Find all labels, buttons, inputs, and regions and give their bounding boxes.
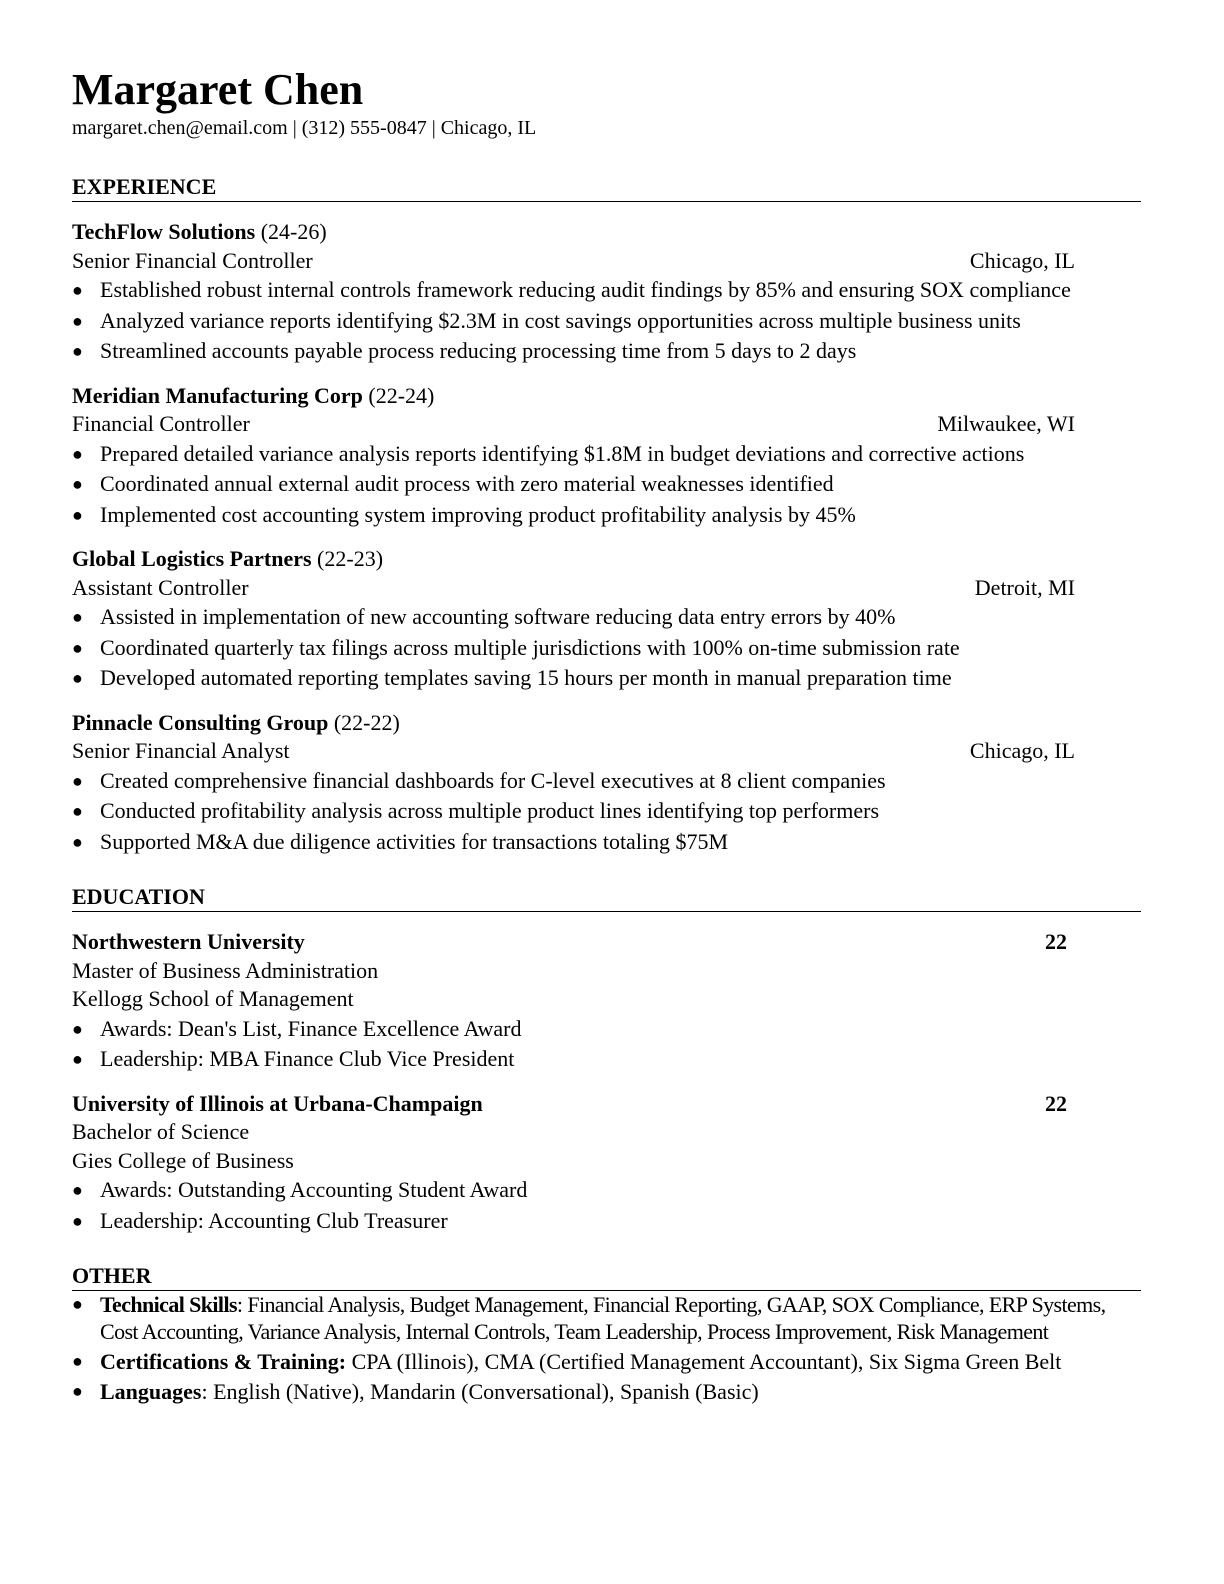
section-heading-education: EDUCATION [72, 883, 1141, 912]
bullet-item [72, 796, 1141, 827]
bullet-text: Prepared detailed variance analysis reports identifying $1.8M in budget deviations and corrective actions [100, 440, 1025, 466]
job-company-line [72, 709, 1141, 738]
bullet-text: Streamlined accounts payable process reducing processing time from 5 days to 2 days [100, 338, 857, 363]
contact-line: margaret.chen@email.com | (312) 555-0847 | Chicago, IL [72, 117, 537, 139]
bullet-text: Awards: Dean's List, Finance Excellence Award [100, 1015, 522, 1041]
bullet-icon: ● [72, 474, 83, 494]
other-item [72, 1291, 1141, 1345]
other-separator: : [201, 1379, 214, 1404]
bullet-item [72, 500, 1141, 531]
bullet-item [72, 602, 1141, 633]
other-text: Financial Analysis, Budget Management, Financial Reporting, GAAP, SOX Compliance, ERP Systems, Cost Accounting, Variance Analysis, Internal Controls, Team Leadership, Process Improvement, Risk Management [100, 1292, 1106, 1344]
bullet-icon: ● [72, 637, 83, 658]
degree: Master of Business Administration [72, 957, 379, 983]
bullet-text: Conducted profitability analysis across multiple product lines identifying top performers [100, 798, 880, 823]
bullet-icon: ● [72, 341, 83, 361]
education-entry [72, 928, 1141, 1075]
other-text: CPA (Illinois), CMA (Certified Management Accountant), Six Sigma Green Belt [351, 1349, 1062, 1374]
bullet-item [72, 1175, 1141, 1206]
education-list [72, 928, 1141, 1236]
college: Gies College of Business [72, 1147, 294, 1173]
job-dates: (24-26) [255, 219, 327, 244]
bullet-item [72, 306, 1141, 337]
company-name: Global Logistics Partners [72, 546, 312, 571]
other-list [72, 1291, 1141, 1405]
bullet-item [72, 766, 1141, 797]
candidate-name: Margaret Chen [72, 65, 364, 114]
job-dates: (22-24) [362, 382, 435, 408]
section-heading-experience: EXPERIENCE [72, 173, 1141, 202]
other-label: Certifications & Training: [100, 1349, 347, 1374]
degree: Bachelor of Science [72, 1119, 250, 1144]
other-label: Languages [100, 1379, 202, 1404]
bullet-text: Assisted in implementation of new accounting software reducing data entry errors by 40% [100, 604, 896, 629]
bullet-item [72, 336, 1141, 367]
bullet-text: Implemented cost accounting system improving product profitability analysis by 45% [100, 501, 856, 527]
bullet-icon: ● [72, 668, 83, 688]
job-title-line [72, 247, 1141, 276]
bullet-icon: ● [72, 280, 83, 300]
bullet-icon: ● [72, 770, 83, 791]
bullet-icon: ● [72, 310, 83, 331]
company-name: TechFlow Solutions [72, 219, 256, 244]
bullet-item [72, 633, 1141, 664]
graduation-year: 22 [1045, 1090, 1067, 1116]
school-line [72, 1090, 1141, 1119]
graduation-year: 22 [1045, 929, 1067, 954]
school-name: University of Illinois at Urbana-Champaign [72, 1090, 483, 1116]
other-item [72, 1378, 1141, 1405]
bullet-text: Created comprehensive financial dashboards for C-level executives at 8 client companies [100, 767, 886, 793]
bullet-text: Analyzed variance reports identifying $2.3M in cost savings opportunities across multiple business units [100, 307, 1021, 333]
bullet-icon: ● [72, 1294, 83, 1314]
job-title: Senior Financial Analyst [72, 738, 290, 763]
bullet-icon: ● [72, 607, 83, 627]
job-title: Financial Controller [72, 411, 250, 436]
bullet-icon: ● [72, 1018, 83, 1039]
bullet-item [72, 275, 1141, 306]
bullet-item [72, 469, 1141, 500]
bullet-icon: ● [72, 831, 83, 852]
bullet-item [72, 1206, 1141, 1237]
bullet-text: Coordinated annual external audit process with zero material weaknesses identified [100, 471, 834, 496]
other-item [72, 1348, 1141, 1375]
bullet-item [72, 439, 1141, 470]
college: Kellogg School of Management [72, 986, 354, 1011]
job-entry [72, 709, 1141, 858]
bullet-list [72, 1175, 1141, 1236]
bullet-list [72, 1014, 1141, 1075]
job-location: Chicago, IL [969, 738, 1075, 763]
job-company-line [72, 218, 1141, 247]
job-location: Milwaukee, WI [937, 411, 1075, 436]
bullet-icon: ● [72, 1351, 83, 1371]
company-name: Pinnacle Consulting Group [72, 709, 329, 735]
section-heading-other: OTHER [72, 1262, 1141, 1291]
job-dates: (22-22) [328, 709, 400, 735]
bullet-list [72, 766, 1141, 858]
other-label: Technical Skills [100, 1292, 237, 1317]
job-entry [72, 382, 1141, 531]
bullet-icon: ● [72, 1381, 83, 1401]
job-title-line [72, 737, 1141, 766]
bullet-item [72, 827, 1141, 858]
bullet-icon: ● [72, 443, 83, 464]
bullet-text: Awards: Outstanding Accounting Student Award [100, 1177, 528, 1202]
bullet-item [72, 663, 1141, 694]
job-title: Senior Financial Controller [72, 247, 313, 273]
other-separator: : [236, 1292, 248, 1317]
job-title-line [72, 574, 1141, 603]
job-location: Detroit, MI [974, 574, 1075, 600]
job-title-line [72, 410, 1141, 439]
school-name: Northwestern University [72, 929, 305, 954]
job-company-line [72, 545, 1141, 574]
bullet-text: Developed automated reporting templates saving 15 hours per month in manual preparation time [100, 665, 952, 690]
company-name: Meridian Manufacturing Corp [72, 382, 363, 408]
bullet-list [72, 275, 1141, 367]
bullet-text: Supported M&A due diligence activities for transactions totaling $75M [100, 828, 729, 854]
bullet-icon: ● [72, 504, 83, 525]
job-location: Chicago, IL [969, 247, 1075, 273]
job-entry [72, 218, 1141, 367]
bullet-icon: ● [72, 1210, 83, 1231]
job-title: Assistant Controller [72, 574, 249, 600]
education-entry [72, 1090, 1141, 1237]
other-text: English (Native), Mandarin (Conversational), Spanish (Basic) [213, 1379, 759, 1404]
bullet-text: Established robust internal controls framework reducing audit findings by 85% and ensuring SOX compliance [100, 277, 1071, 302]
bullet-icon: ● [72, 1180, 83, 1200]
bullet-icon: ● [72, 1049, 83, 1069]
bullet-item [72, 1014, 1141, 1045]
job-company-line [72, 382, 1141, 411]
bullet-text: Coordinated quarterly tax filings across multiple jurisdictions with 100% on-time submission rate [100, 634, 960, 660]
job-entry [72, 545, 1141, 694]
bullet-item [72, 1044, 1141, 1075]
bullet-list [72, 439, 1141, 531]
bullet-text: Leadership: MBA Finance Club Vice President [100, 1046, 515, 1071]
experience-list [72, 218, 1141, 857]
resume-page [72, 64, 1141, 1408]
school-line [72, 928, 1141, 957]
bullet-icon: ● [72, 801, 83, 821]
bullet-text: Leadership: Accounting Club Treasurer [100, 1207, 448, 1233]
job-dates: (22-23) [311, 546, 384, 571]
bullet-list [72, 602, 1141, 694]
